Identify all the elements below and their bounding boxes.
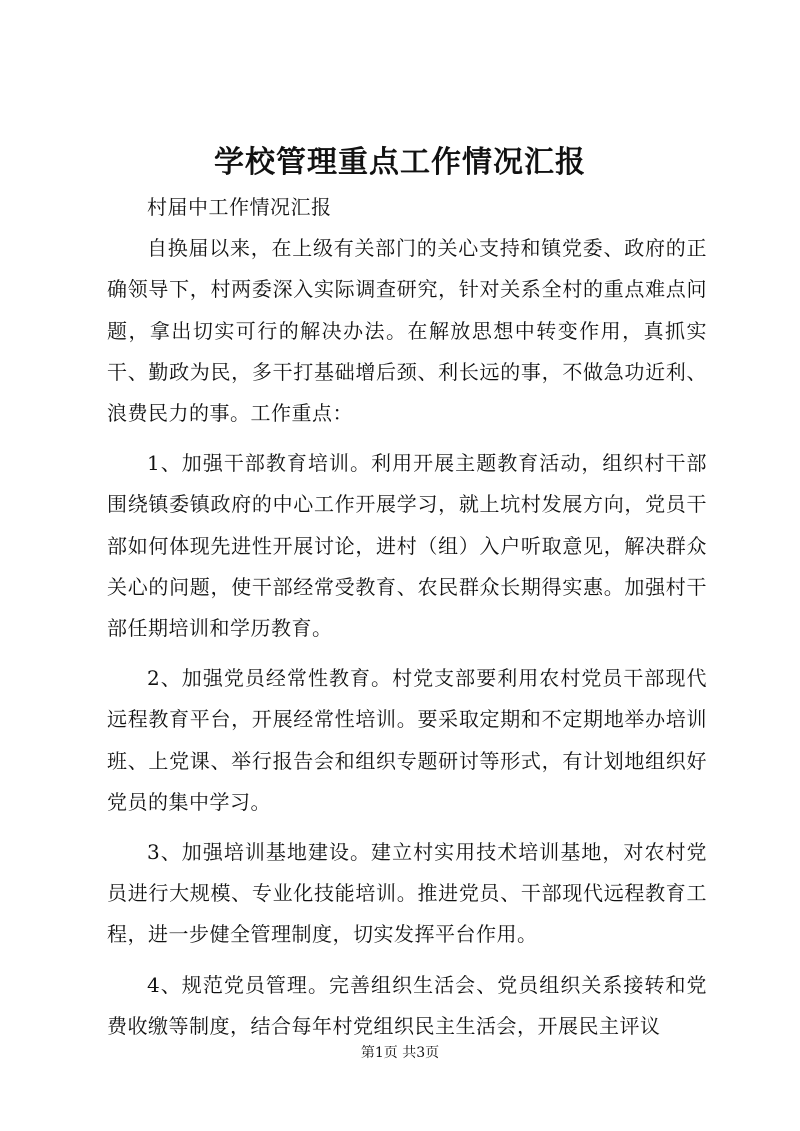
paragraph-intro: 自换届以来，在上级有关部门的关心支持和镇党委、政府的正确领导下，村两委深入实际调查研究，针对关系全村的重点难点问题，拿出切实可行的解决办法。在解放思想中转变作用，真抓实干、勤政为民，多干打基础增后颈、利长远的事，不做急功近利、浪费民力的事。工作重点： <box>107 236 707 426</box>
document-title: 学校管理重点工作情况汇报 <box>214 145 586 180</box>
paragraph-item-3: 3、加强培训基地建设。建立村实用技术培训基地，对农村党员进行大规模、专业化技能培训。推进党员、干部现代远程教育工程，进一步健全管理制度，切实发挥平台作用。 <box>107 840 707 947</box>
page-number-footer: 第1页 共3页 <box>360 1045 440 1061</box>
document-subtitle: 村届中工作情况汇报 <box>147 195 332 219</box>
paragraph-item-2: 2、加强党员经常性教育。村党支部要利用农村党员干部现代远程教育平台，开展经常性培训。要采取定期和不定期地举办培训班、上党课、举行报告会和组织专题研讨等形式，有计划地组织好党员的集中学习。 <box>107 666 707 814</box>
paragraph-item-4: 4、规范党员管理。完善组织生活会、党员组织关系接转和党费收缴等制度，结合每年村党组织民主生活会，开展民主评议 <box>107 972 707 1038</box>
document-body <box>107 187 707 1047</box>
paragraph-item-1: 1、加强干部教育培训。利用开展主题教育活动，组织村干部围绕镇委镇政府的中心工作开展学习，就上坑村发展方向，党员干部如何体现先进性开展讨论，进村（组）入户听取意见，解决群众关心的问题，使干部经常受教育、农民群众长期得实惠。加强村干部任期培训和学历教育。 <box>107 451 707 641</box>
